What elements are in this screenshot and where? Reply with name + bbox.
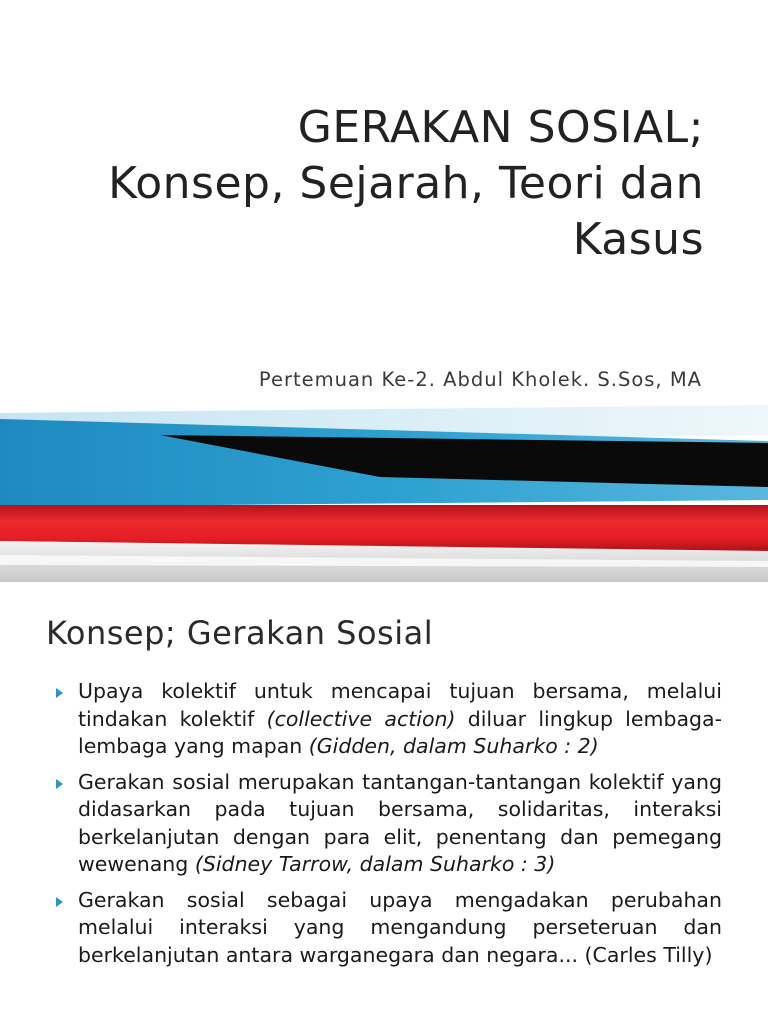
bullet-text: Gerakan sosial merupakan tantangan-tantangan kolektif yang didasarkan pada tujuan bersama, solidaritas, interaksi berkelanjutan dengan para elit, penentang dan pemegang wewenang bbox=[78, 769, 722, 876]
list-item bbox=[52, 769, 722, 879]
bullet-citation: (Sidney Tarrow, dalam Suharko : 3) bbox=[194, 852, 556, 876]
bullet-italic: (collective action) bbox=[266, 706, 456, 731]
title-line-2: Konsep, Sejarah, Teori dan bbox=[108, 158, 704, 209]
list-item bbox=[52, 887, 722, 970]
title-line-1: GERAKAN SOSIAL; bbox=[297, 102, 704, 153]
bullet-text: Gerakan sosial sebagai upaya mengadakan perubahan melalui interaksi yang mengandung perseteruan dan berkelanjutan antara warganegara bbox=[78, 887, 722, 967]
concept-slide bbox=[0, 586, 768, 1024]
bullet-citation: (Gidden, dalam Suharko : 2) bbox=[308, 734, 599, 758]
bullet-arrow-icon bbox=[56, 688, 63, 698]
subtitle: Pertemuan Ke-2. Abdul Kholek. S.Sos, MA bbox=[258, 368, 702, 391]
bullet-text: Upaya kolektif untuk mencapai tujuan bersama, melalui tindakan kolektif bbox=[78, 679, 722, 731]
main-title bbox=[64, 100, 704, 268]
decorative-banner bbox=[0, 405, 768, 582]
bullet-text-cut: dan negara... (Carles Tilly) bbox=[441, 942, 713, 967]
section-heading: Konsep; Gerakan Sosial bbox=[46, 614, 434, 652]
title-line-3: Kasus bbox=[572, 214, 704, 265]
bullet-text: diluar lingkup lembaga-lembaga yang mapan bbox=[78, 706, 722, 758]
bullet-list bbox=[52, 678, 722, 977]
bullet-arrow-icon bbox=[56, 897, 63, 907]
bullet-arrow-icon bbox=[56, 779, 63, 789]
list-item bbox=[52, 678, 722, 761]
